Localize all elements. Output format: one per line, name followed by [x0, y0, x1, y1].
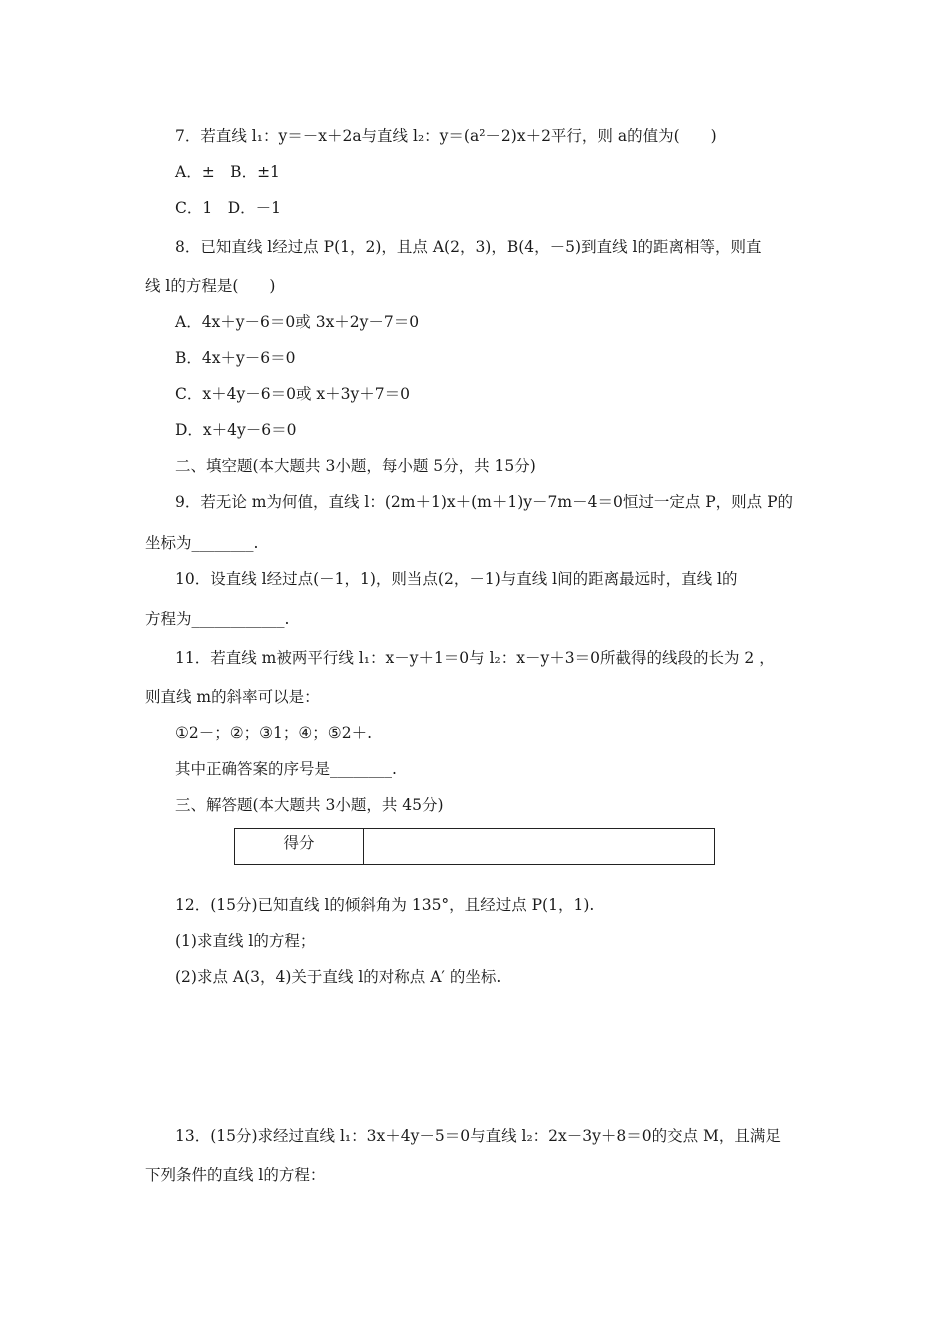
section-fill-in: 二、填空题(本大题共 3小题，每小题 5分，共 15分): [175, 457, 536, 475]
question-10-cont: 方程为____________.: [145, 610, 290, 628]
q12-part-2: (2)求点 A(3，4)关于直线 l的对称点 A′ 的坐标.: [175, 968, 502, 986]
score-table: [234, 828, 715, 865]
q8-option-a: A．4x＋y－6＝0或 3x＋2y－7＝0: [175, 313, 420, 331]
q11-choices: ①2－；②；③1；④；⑤2＋.: [175, 724, 372, 742]
question-8-cont: 线 l的方程是( ): [145, 277, 276, 295]
question-8: 8．已知直线 l经过点 P(1，2)，且点 A(2，3)，B(4，－5)到直线 l的距离相等，则直: [175, 238, 762, 256]
q8-option-d: D．x＋4y－6＝0: [175, 421, 297, 439]
q7-options-ab: A．± B．±1: [175, 163, 280, 181]
question-11-cont: 则直线 m的斜率可以是：: [145, 688, 320, 706]
question-12: 12．(15分)已知直线 l的倾斜角为 135°，且经过点 P(1，1).: [175, 896, 595, 914]
question-13-cont: 下列条件的直线 l的方程：: [145, 1166, 326, 1184]
question-7: 7．若直线 l₁：y＝－x＋2a与直线 l₂：y＝(a²－2)x＋2平行，则 a的值为( ): [175, 127, 717, 145]
question-9-cont: 坐标为________.: [145, 534, 259, 552]
q8-option-c: C．x＋4y－6＝0或 x＋3y＋7＝0: [175, 385, 410, 403]
question-9: 9．若无论 m为何值，直线 l：(2m＋1)x＋(m＋1)y－7m－4＝0恒过一定点 P，则点 P的: [175, 493, 794, 511]
score-value: [364, 829, 714, 864]
q12-part-1: (1)求直线 l的方程；: [175, 932, 316, 950]
q11-answer-prompt: 其中正确答案的序号是________.: [175, 760, 397, 778]
q7-options-cd: C．1 D．－1: [175, 199, 282, 217]
question-10: 10．设直线 l经过点(－1，1)，则当点(2，－1)与直线 l间的距离最远时，直线 l的: [175, 570, 738, 588]
section-solve: 三、解答题(本大题共 3小题，共 45分): [175, 796, 444, 814]
score-label: 得分: [235, 829, 364, 864]
q8-option-b: B．4x＋y－6＝0: [175, 349, 296, 367]
question-13: 13．(15分)求经过直线 l₁：3x＋4y－5＝0与直线 l₂：2x－3y＋8＝0的交点 M，且满足: [175, 1127, 781, 1145]
question-11: 11．若直线 m被两平行线 l₁：x－y＋1＝0与 l₂：x－y＋3＝0所截得的线段的长为 2 ，: [175, 649, 775, 667]
